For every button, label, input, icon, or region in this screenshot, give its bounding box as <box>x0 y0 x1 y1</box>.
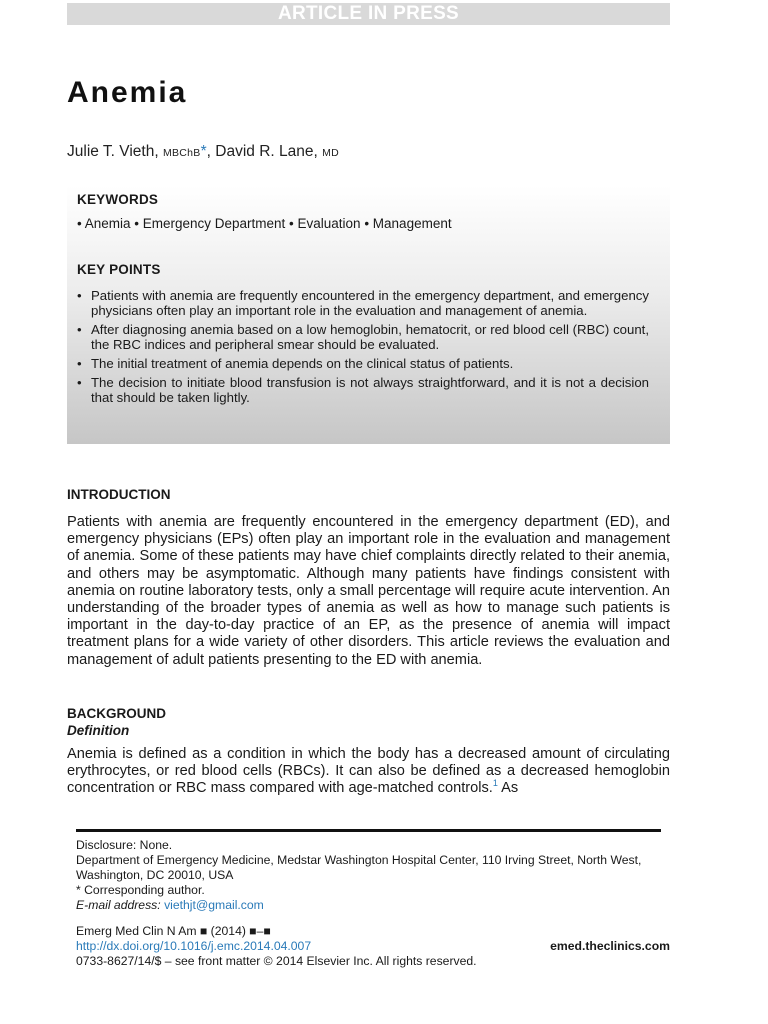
corresponding-note: * Corresponding author. <box>76 883 205 897</box>
email-link[interactable]: viethjt@gmail.com <box>164 898 264 912</box>
article-in-press-banner: ARTICLE IN PRESS <box>67 3 670 25</box>
keywords-heading: KEYWORDS <box>77 192 159 207</box>
footnotes <box>76 838 666 913</box>
doi-link[interactable]: http://dx.doi.org/10.1016/j.emc.2014.04.007 <box>76 939 312 953</box>
journal-citation: Emerg Med Clin N Am ■ (2014) ■–■ <box>76 924 271 938</box>
reference-1-link[interactable]: 1 <box>492 778 498 789</box>
key-points-heading: KEY POINTS <box>77 262 161 277</box>
background-text: Anemia is defined as a condition in which the body has a decreased amount of circulating erythrocytes, or red blood cells (RBCs). It can also be defined as a decreased hemoglobin concentration or RBC mass compared with age-matched controls. <box>67 746 670 797</box>
background-paragraph <box>67 746 670 798</box>
key-point-item: • Patients with anemia are frequently encountered in the emergency department, and emergency physicians often play an important role in the evaluation and management of anemia. <box>77 288 649 318</box>
keywords-list: • Anemia • Emergency Department • Evaluation • Management <box>77 216 452 231</box>
author-line <box>67 143 339 161</box>
key-point-item: • After diagnosing anemia based on a low hemoglobin, hematocrit, or red blood cell (RBC) count, the RBC indices and peripheral smear should be evaluated. <box>77 322 649 352</box>
introduction-paragraph: Patients with anemia are frequently encountered in the emergency department (ED), and emergency physicians (EPs) often play an important role in the evaluation and management of anemia. Some of these patients may have chief complaints directly related to their anemia, and others may be asymptomatic. Although many patients have findings consistent with anemia on routine laboratory tests, only a small percentage will require acute intervention. An understanding of the broader types of anemia as well as how to manage such patients is important in the day-to-day practice of an EP, as the presence of anemia will impact treatment plans for a wide variety of other disorders. This article reviews the evaluation and management of adult patients presenting to the ED with anemia. <box>67 514 670 668</box>
citation-block <box>76 924 477 969</box>
author-2-name: , David R. Lane, <box>206 143 318 160</box>
author-1-name: Julie T. Vieth, <box>67 143 159 160</box>
keywords-keypoints-box <box>67 186 670 444</box>
key-point-item: • The decision to initiate blood transfusion is not always straightforward, and it is not a decision that should be taken lightly. <box>77 375 649 405</box>
author-2-degree: MD <box>322 147 340 159</box>
background-heading: BACKGROUND <box>67 706 166 721</box>
email-line <box>76 898 666 913</box>
background-text-tail: As <box>497 780 519 797</box>
footnote-divider <box>76 829 661 832</box>
journal-website[interactable]: emed.theclinics.com <box>550 939 670 953</box>
copyright-note: 0733-8627/14/$ – see front matter © 2014 Elsevier Inc. All rights reserved. <box>76 954 477 968</box>
email-label: E-mail address: <box>76 898 161 912</box>
disclosure-note: Disclosure: None. <box>76 838 173 852</box>
key-point-item: • The initial treatment of anemia depends on the clinical status of patients. <box>77 356 649 371</box>
article-title: Anemia <box>67 76 188 109</box>
affiliation-note: Department of Emergency Medicine, Medstar Washington Hospital Center, 110 Irving Street, North West, Washington, DC 20010, USA <box>76 853 642 882</box>
corresponding-author-mark[interactable]: * <box>200 143 207 160</box>
definition-subheading: Definition <box>67 723 130 738</box>
key-points-list <box>77 288 649 409</box>
introduction-heading: INTRODUCTION <box>67 487 171 502</box>
author-1-degree: MBChB <box>162 147 201 159</box>
